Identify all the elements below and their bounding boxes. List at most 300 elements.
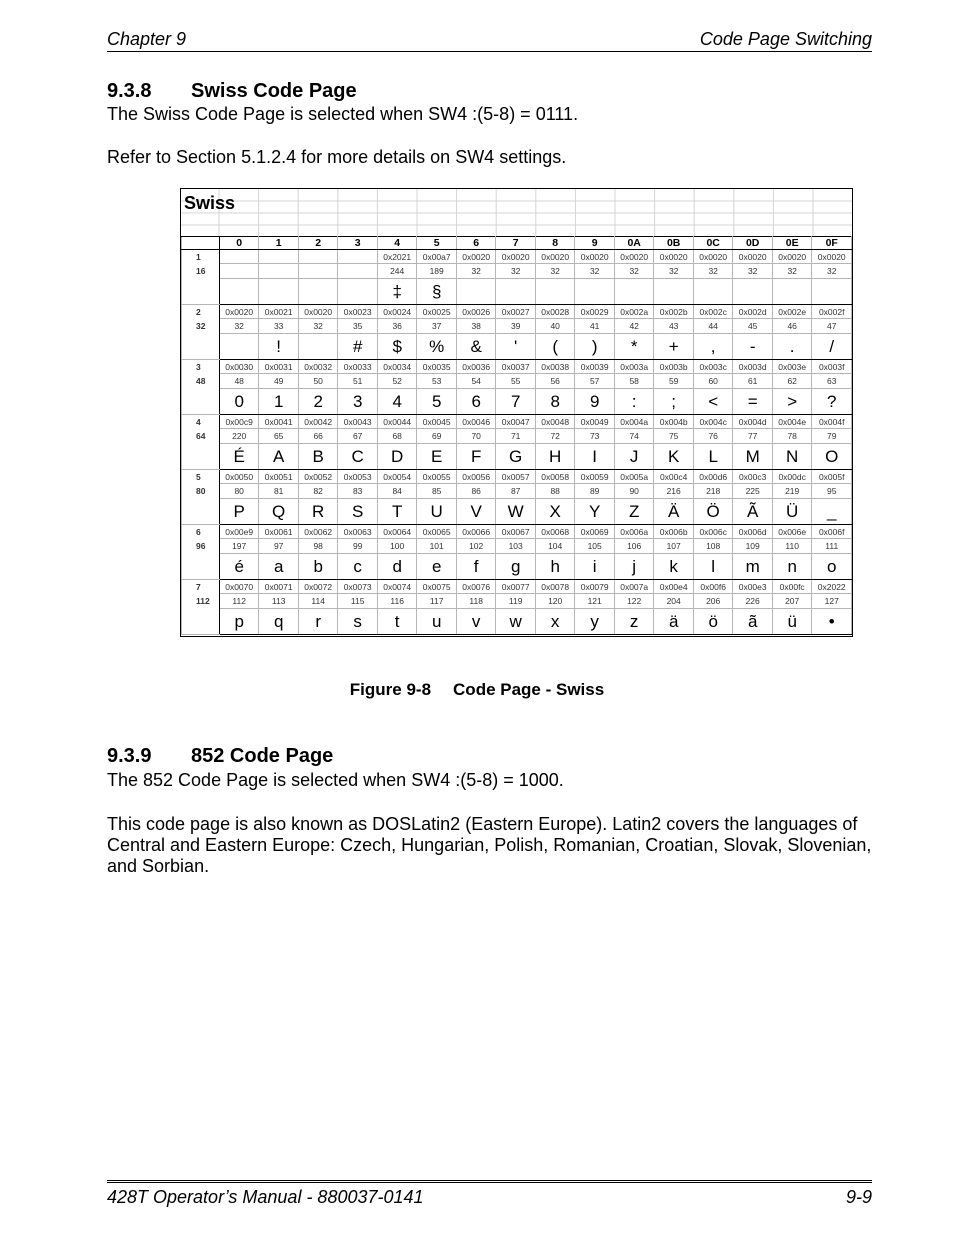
decimal-code-cell: 104	[535, 539, 575, 554]
decimal-code-cell: 95	[812, 484, 852, 499]
hex-code-cell: 0x004f	[812, 415, 852, 429]
glyph-cell: v	[456, 609, 496, 635]
hex-code-cell: 0x0028	[535, 305, 575, 319]
decimal-code-cell: 32	[456, 264, 496, 279]
glyph-cell: ,	[693, 334, 733, 360]
glyph-cell: 2	[298, 389, 338, 415]
hex-code-cell: 0x004b	[654, 415, 694, 429]
hex-code-cell: 0x0020	[456, 250, 496, 264]
row-index: 1	[196, 252, 201, 262]
hex-code-cell: 0x0055	[417, 470, 457, 484]
hex-code-cell	[219, 250, 259, 264]
decimal-code-cell: 106	[614, 539, 654, 554]
hex-code-cell: 0x0020	[575, 250, 615, 264]
hex-code-cell: 0x0049	[575, 415, 615, 429]
hex-code-cell: 0x0057	[496, 470, 536, 484]
decimal-code-cell: 62	[772, 374, 812, 389]
hex-code-cell: 0x006f	[812, 525, 852, 539]
decimal-code-cell: 80	[219, 484, 259, 499]
glyph-cell: 5	[417, 389, 457, 415]
hex-code-cell: 0x0047	[496, 415, 536, 429]
hex-code-cell: 0x0052	[298, 470, 338, 484]
glyph-cell: R	[298, 499, 338, 525]
glyph-cell	[298, 334, 338, 360]
glyph-cell: t	[377, 609, 417, 635]
page-number: 9-9	[845, 1187, 872, 1207]
decimal-code-cell: 189	[417, 264, 457, 279]
glyph-cell: !	[259, 334, 299, 360]
paragraph: The 852 Code Page is selected when SW4 :(5-8) = 1000.	[107, 770, 564, 790]
glyph-cell	[733, 279, 773, 305]
decimal-code-cell: 75	[654, 429, 694, 444]
decimal-code-cell: 40	[535, 319, 575, 334]
glyph-cell: 8	[535, 389, 575, 415]
decimal-code-cell: 32	[496, 264, 536, 279]
decimal-code-cell	[219, 264, 259, 279]
glyph-cell: #	[338, 334, 378, 360]
glyph-cell: I	[575, 444, 615, 470]
decimal-code-cell: 76	[693, 429, 733, 444]
chapter-label: Chapter 9	[107, 29, 187, 49]
glyph-cell	[693, 279, 733, 305]
glyph-cell	[812, 279, 852, 305]
hex-code-cell: 0x00c3	[733, 470, 773, 484]
decimal-code-cell: 72	[535, 429, 575, 444]
glyph-cell: J	[614, 444, 654, 470]
hex-code-cell: 0x0053	[338, 470, 378, 484]
glyph-cell: V	[456, 499, 496, 525]
decimal-code-cell: 103	[496, 539, 536, 554]
decimal-code-cell: 219	[772, 484, 812, 499]
hex-code-cell: 0x0020	[693, 250, 733, 264]
glyph-cell: Z	[614, 499, 654, 525]
decimal-code-cell: 73	[575, 429, 615, 444]
column-header: 0D	[733, 237, 773, 250]
decimal-code-cell: 127	[812, 594, 852, 609]
hex-code-cell: 0x0074	[377, 580, 417, 594]
decimal-code-cell: 114	[298, 594, 338, 609]
glyph-cell: 1	[259, 389, 299, 415]
section-heading-852	[107, 745, 333, 768]
decimal-code-cell: 83	[338, 484, 378, 499]
page-header	[107, 29, 872, 52]
glyph-cell: l	[693, 554, 733, 580]
glyph-cell	[496, 279, 536, 305]
decimal-code-cell: 32	[812, 264, 852, 279]
decimal-code-cell: 110	[772, 539, 812, 554]
hex-code-cell: 0x0045	[417, 415, 457, 429]
decimal-code-cell: 122	[614, 594, 654, 609]
decimal-code-cell: 89	[575, 484, 615, 499]
glyph-cell: 7	[496, 389, 536, 415]
glyph-cell: o	[812, 554, 852, 580]
manual-title: 428T Operator’s Manual - 880037-0141	[107, 1187, 424, 1207]
hex-code-cell: 0x003b	[654, 360, 694, 374]
decimal-code-cell: 220	[219, 429, 259, 444]
hex-code-cell: 0x004a	[614, 415, 654, 429]
glyph-cell: '	[496, 334, 536, 360]
glyph-cell: d	[377, 554, 417, 580]
glyph-cell: W	[496, 499, 536, 525]
decimal-code-cell: 197	[219, 539, 259, 554]
decimal-code-cell: 49	[259, 374, 299, 389]
hex-code-cell: 0x0059	[575, 470, 615, 484]
decimal-code-cell: 88	[535, 484, 575, 499]
decimal-code-cell: 99	[338, 539, 378, 554]
decimal-code-cell: 32	[535, 264, 575, 279]
decimal-code-cell: 32	[693, 264, 733, 279]
decimal-code-cell: 32	[298, 319, 338, 334]
hex-code-cell: 0x00d6	[693, 470, 733, 484]
hex-code-cell: 0x0068	[535, 525, 575, 539]
hex-code-cell: 0x007a	[614, 580, 654, 594]
glyph-cell: g	[496, 554, 536, 580]
figure-table-title: Swiss	[184, 193, 236, 213]
glyph-cell: D	[377, 444, 417, 470]
column-header: 0E	[772, 237, 812, 250]
hex-code-cell: 0x0075	[417, 580, 457, 594]
glyph-cell: Ö	[693, 499, 733, 525]
row-offset: 16	[196, 266, 206, 276]
hex-code-cell: 0x005f	[812, 470, 852, 484]
glyph-cell: /	[812, 334, 852, 360]
decimal-code-cell: 101	[417, 539, 457, 554]
decimal-code-cell: 36	[377, 319, 417, 334]
decimal-code-cell: 43	[654, 319, 694, 334]
decimal-code-cell: 47	[812, 319, 852, 334]
decimal-code-cell: 32	[733, 264, 773, 279]
glyph-cell: A	[259, 444, 299, 470]
glyph-cell: G	[496, 444, 536, 470]
glyph-cell: h	[535, 554, 575, 580]
glyph-cell: r	[298, 609, 338, 635]
hex-code-cell: 0x0051	[259, 470, 299, 484]
hex-code-cell: 0x0026	[456, 305, 496, 319]
hex-code-cell: 0x002c	[693, 305, 733, 319]
decimal-code-cell: 61	[733, 374, 773, 389]
row-header	[182, 415, 220, 470]
column-header: 3	[338, 237, 378, 250]
decimal-code-cell: 119	[496, 594, 536, 609]
hex-code-cell: 0x0029	[575, 305, 615, 319]
decimal-code-cell: 84	[377, 484, 417, 499]
glyph-cell: P	[219, 499, 259, 525]
hex-code-cell: 0x2022	[812, 580, 852, 594]
hex-code-cell: 0x0077	[496, 580, 536, 594]
glyph-cell: j	[614, 554, 654, 580]
hex-code-cell: 0x0032	[298, 360, 338, 374]
hex-code-cell: 0x0073	[338, 580, 378, 594]
column-header: 0C	[693, 237, 733, 250]
glyph-cell: u	[417, 609, 457, 635]
code-page-table	[181, 236, 852, 635]
glyph-cell: :	[614, 389, 654, 415]
decimal-code-cell: 33	[259, 319, 299, 334]
glyph-cell: X	[535, 499, 575, 525]
hex-code-cell: 0x00a7	[417, 250, 457, 264]
header-section-title: Code Page Switching	[699, 29, 872, 49]
glyph-cell: Ü	[772, 499, 812, 525]
glyph-cell: B	[298, 444, 338, 470]
decimal-code-cell: 68	[377, 429, 417, 444]
hex-code-cell: 0x002f	[812, 305, 852, 319]
decimal-code-cell: 46	[772, 319, 812, 334]
decimal-code-cell: 79	[812, 429, 852, 444]
decimal-code-cell: 44	[693, 319, 733, 334]
decimal-code-cell: 67	[338, 429, 378, 444]
column-header: 2	[298, 237, 338, 250]
decimal-code-cell: 108	[693, 539, 733, 554]
glyph-cell: &	[456, 334, 496, 360]
decimal-code-cell: 118	[456, 594, 496, 609]
glyph-cell: z	[614, 609, 654, 635]
hex-code-cell: 0x006e	[772, 525, 812, 539]
glyph-cell: w	[496, 609, 536, 635]
hex-code-cell: 0x005a	[614, 470, 654, 484]
decimal-code-cell: 225	[733, 484, 773, 499]
hex-code-cell: 0x003c	[693, 360, 733, 374]
glyph-cell: F	[456, 444, 496, 470]
glyph-cell: §	[417, 279, 457, 305]
decimal-code-cell: 115	[338, 594, 378, 609]
glyph-cell: S	[338, 499, 378, 525]
decimal-code-cell: 87	[496, 484, 536, 499]
decimal-code-cell: 56	[535, 374, 575, 389]
hex-code-cell: 0x004d	[733, 415, 773, 429]
hex-code-cell: 0x006d	[733, 525, 773, 539]
decimal-code-cell: 41	[575, 319, 615, 334]
hex-code-cell: 0x00e9	[219, 525, 259, 539]
hex-code-cell: 0x006a	[614, 525, 654, 539]
decimal-code-cell: 37	[417, 319, 457, 334]
hex-code-cell: 0x002b	[654, 305, 694, 319]
decimal-code-cell: 71	[496, 429, 536, 444]
decimal-code-cell: 53	[417, 374, 457, 389]
section-title: Swiss Code Page	[191, 80, 357, 102]
hex-code-cell: 0x0020	[535, 250, 575, 264]
hex-code-cell: 0x0056	[456, 470, 496, 484]
hex-code-cell: 0x0067	[496, 525, 536, 539]
row-header	[182, 470, 220, 525]
decimal-code-cell: 226	[733, 594, 773, 609]
glyph-cell: e	[417, 554, 457, 580]
column-header: 0A	[614, 237, 654, 250]
glyph-cell: L	[693, 444, 733, 470]
hex-code-cell: 0x0020	[298, 305, 338, 319]
glyph-cell: M	[733, 444, 773, 470]
decimal-code-cell: 48	[219, 374, 259, 389]
hex-code-cell: 0x002a	[614, 305, 654, 319]
hex-code-cell: 0x003e	[772, 360, 812, 374]
row-offset: 112	[196, 596, 210, 606]
glyph-cell: s	[338, 609, 378, 635]
hex-code-cell: 0x0020	[614, 250, 654, 264]
glyph-cell: Ä	[654, 499, 694, 525]
hex-code-cell: 0x002d	[733, 305, 773, 319]
hex-code-cell: 0x0025	[417, 305, 457, 319]
glyph-cell: n	[772, 554, 812, 580]
hex-code-cell: 0x0070	[219, 580, 259, 594]
hex-code-cell: 0x0039	[575, 360, 615, 374]
decimal-code-cell: 218	[693, 484, 733, 499]
hex-code-cell: 0x00c4	[654, 470, 694, 484]
hex-code-cell: 0x0038	[535, 360, 575, 374]
decimal-code-cell: 109	[733, 539, 773, 554]
hex-code-cell: 0x0048	[535, 415, 575, 429]
decimal-code-cell: 58	[614, 374, 654, 389]
hex-code-cell: 0x0066	[456, 525, 496, 539]
decimal-code-cell: 69	[417, 429, 457, 444]
row-offset: 64	[196, 431, 206, 441]
glyph-cell: •	[812, 609, 852, 635]
hex-code-cell: 0x0030	[219, 360, 259, 374]
glyph-cell: Y	[575, 499, 615, 525]
decimal-code-cell: 52	[377, 374, 417, 389]
decimal-code-cell: 100	[377, 539, 417, 554]
decimal-code-cell: 77	[733, 429, 773, 444]
column-header: 9	[575, 237, 615, 250]
glyph-cell: k	[654, 554, 694, 580]
decimal-code-cell: 59	[654, 374, 694, 389]
decimal-code-cell: 60	[693, 374, 733, 389]
glyph-cell: _	[812, 499, 852, 525]
figure-number: Figure 9-8	[349, 680, 432, 699]
glyph-cell: ‡	[377, 279, 417, 305]
section-heading-swiss	[107, 80, 357, 103]
row-index: 6	[196, 527, 201, 537]
hex-code-cell: 0x006c	[693, 525, 733, 539]
hex-code-cell: 0x0020	[496, 250, 536, 264]
glyph-cell: *	[614, 334, 654, 360]
decimal-code-cell: 32	[772, 264, 812, 279]
hex-code-cell: 0x0050	[219, 470, 259, 484]
hex-code-cell	[338, 250, 378, 264]
row-offset: 96	[196, 541, 206, 551]
glyph-cell: %	[417, 334, 457, 360]
column-header: 4	[377, 237, 417, 250]
hex-code-cell: 0x0020	[654, 250, 694, 264]
glyph-cell: b	[298, 554, 338, 580]
glyph-cell: ;	[654, 389, 694, 415]
decimal-code-cell: 51	[338, 374, 378, 389]
decimal-code-cell: 207	[772, 594, 812, 609]
hex-code-cell: 0x0020	[219, 305, 259, 319]
figure-caption	[0, 680, 954, 700]
decimal-code-cell: 216	[654, 484, 694, 499]
glyph-cell: C	[338, 444, 378, 470]
decimal-code-cell: 74	[614, 429, 654, 444]
decimal-code-cell: 45	[733, 319, 773, 334]
decimal-code-cell: 206	[693, 594, 733, 609]
row-header	[182, 525, 220, 580]
hex-code-cell: 0x0027	[496, 305, 536, 319]
decimal-code-cell: 66	[298, 429, 338, 444]
glyph-cell: $	[377, 334, 417, 360]
glyph-cell	[338, 279, 378, 305]
glyph-cell	[614, 279, 654, 305]
decimal-code-cell: 78	[772, 429, 812, 444]
hex-code-cell: 0x0069	[575, 525, 615, 539]
hex-code-cell: 0x0021	[259, 305, 299, 319]
glyph-cell: +	[654, 334, 694, 360]
column-header: 0B	[654, 237, 694, 250]
paragraph: The Swiss Code Page is selected when SW4 :(5-8) = 0111.	[107, 104, 579, 124]
hex-code-cell: 0x0046	[456, 415, 496, 429]
hex-code-cell: 0x00f6	[693, 580, 733, 594]
hex-code-cell: 0x003d	[733, 360, 773, 374]
glyph-cell: K	[654, 444, 694, 470]
decimal-code-cell: 111	[812, 539, 852, 554]
glyph-cell: )	[575, 334, 615, 360]
hex-code-cell: 0x002e	[772, 305, 812, 319]
glyph-cell: 0	[219, 389, 259, 415]
hex-code-cell: 0x0020	[812, 250, 852, 264]
hex-code-cell: 0x0031	[259, 360, 299, 374]
hex-code-cell: 0x003f	[812, 360, 852, 374]
glyph-cell: É	[219, 444, 259, 470]
decimal-code-cell: 32	[219, 319, 259, 334]
hex-code-cell: 0x0044	[377, 415, 417, 429]
hex-code-cell: 0x0054	[377, 470, 417, 484]
decimal-code-cell: 120	[535, 594, 575, 609]
hex-code-cell: 0x0036	[456, 360, 496, 374]
hex-code-cell: 0x0042	[298, 415, 338, 429]
decimal-code-cell: 85	[417, 484, 457, 499]
decimal-code-cell: 121	[575, 594, 615, 609]
hex-code-cell: 0x0035	[417, 360, 457, 374]
decimal-code-cell: 112	[219, 594, 259, 609]
glyph-cell: U	[417, 499, 457, 525]
hex-code-cell: 0x0079	[575, 580, 615, 594]
glyph-cell: Ã	[733, 499, 773, 525]
glyph-cell: 9	[575, 389, 615, 415]
glyph-cell: .	[772, 334, 812, 360]
column-header: 6	[456, 237, 496, 250]
decimal-code-cell: 81	[259, 484, 299, 499]
decimal-code-cell: 55	[496, 374, 536, 389]
column-header: 7	[496, 237, 536, 250]
decimal-code-cell: 102	[456, 539, 496, 554]
row-header	[182, 360, 220, 415]
glyph-cell: 4	[377, 389, 417, 415]
decimal-code-cell: 116	[377, 594, 417, 609]
glyph-cell	[575, 279, 615, 305]
glyph-cell: E	[417, 444, 457, 470]
decimal-code-cell: 117	[417, 594, 457, 609]
hex-code-cell: 0x0020	[772, 250, 812, 264]
glyph-cell	[219, 279, 259, 305]
glyph-cell: =	[733, 389, 773, 415]
decimal-code-cell: 32	[614, 264, 654, 279]
decimal-code-cell: 38	[456, 319, 496, 334]
column-header: 1	[259, 237, 299, 250]
glyph-cell: ä	[654, 609, 694, 635]
glyph-cell	[456, 279, 496, 305]
hex-code-cell: 0x0037	[496, 360, 536, 374]
decimal-code-cell: 54	[456, 374, 496, 389]
decimal-code-cell: 65	[259, 429, 299, 444]
hex-code-cell: 0x00e3	[733, 580, 773, 594]
glyph-cell: T	[377, 499, 417, 525]
glyph-cell: (	[535, 334, 575, 360]
decimal-code-cell: 50	[298, 374, 338, 389]
glyph-cell: c	[338, 554, 378, 580]
row-index: 2	[196, 307, 201, 317]
decimal-code-cell: 32	[575, 264, 615, 279]
hex-code-cell: 0x00c9	[219, 415, 259, 429]
glyph-cell: y	[575, 609, 615, 635]
corner-cell	[182, 237, 220, 250]
